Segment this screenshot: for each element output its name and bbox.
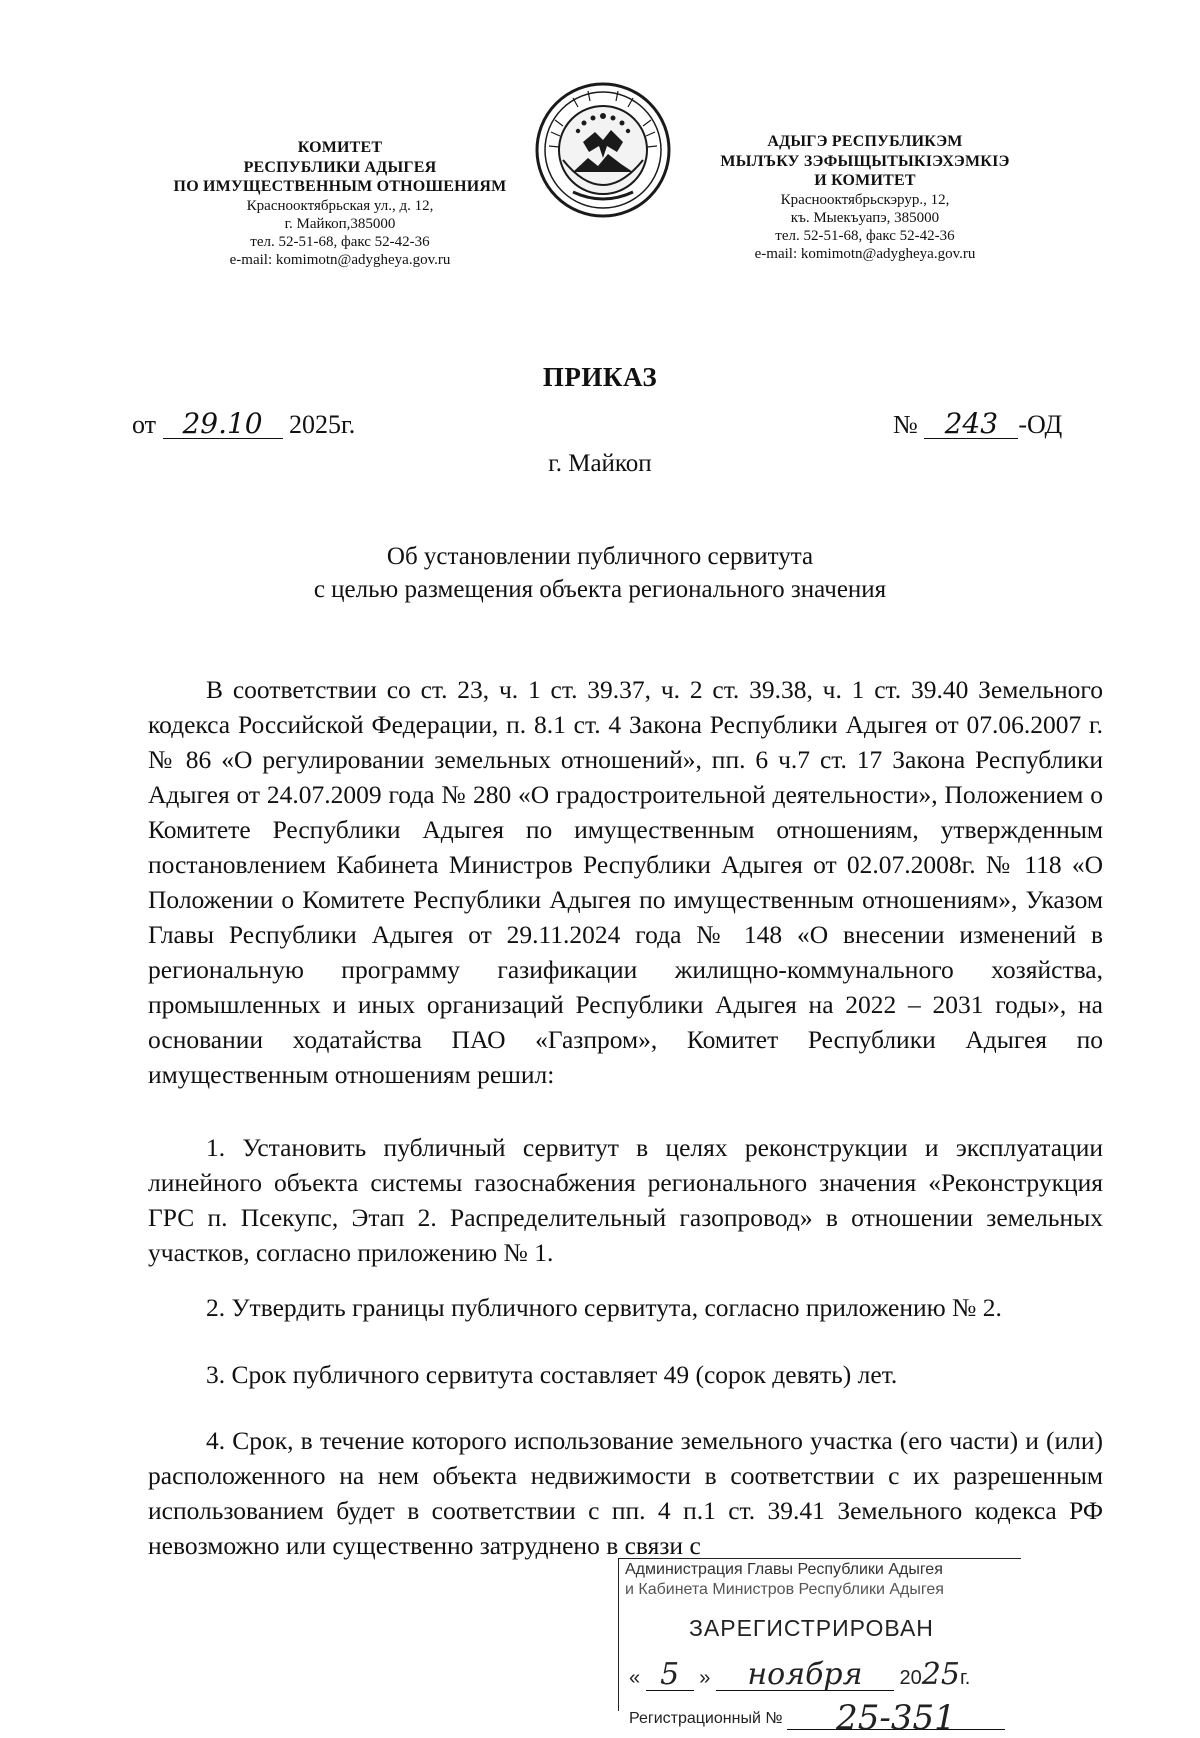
stamp-month-field [716,1657,894,1692]
header-left [130,138,550,270]
email-ru: e-mail: komimotn@adygheya.gov.ru [229,252,451,269]
date-suffix: 2025г. [289,410,356,439]
item-2: 2. Утвердить границы публичного сервитута, согласно приложению № 2. [206,1293,1002,1322]
stamp-year: 25 [921,1657,960,1692]
city: г. Майкоп [548,450,652,477]
phone-ru: тел. 52-51-68, факс 52-42-36 [250,234,430,251]
stamp-org-line1: Администрация Главы Республики Адыгея [625,1561,943,1578]
document-title: ПРИКАЗ [542,362,658,392]
number-prefix: № [893,410,918,439]
date-field [163,407,283,440]
org-name-ru-line3: ПО ИМУЩЕСТВЕННЫМ ОТНОШЕНИЯМ [173,178,507,196]
stamp-date [629,1657,970,1692]
item-3: 3. Срок публичного сервитута составляет 49 (сорок девять) лет. [206,1360,898,1389]
number-suffix: -ОД [1018,410,1063,439]
stamp-day: 5 [660,1657,680,1692]
stamp-year-prefix: 20 [899,1667,922,1689]
intro-paragraph: В соответствии со ст. 23, ч. 1 ст. 39.37, ч. 2 ст. 39.38, ч. 1 ст. 39.40 Земельного кодекса Российской Федерации, п. 8.1 ст. 4 Закона Республики Адыгея от 07.06.2007 г. № 86 «О регулировании земельных отношений», пп. 6 ч.7 ст. 17 Закона Республики Адыгея от 24.07.2009 года № 280 «О градостроительной деятельности», Положением о Комитете Республики Адыгея по имущественным отношениям, утвержденным постановлением Кабинета Министров Республики Адыгея от 02.07.2008г. № 118 «О Положении о Комитете Республики Адыгея по имущественным отношениям», Указом Главы Республики Адыгея от 29.11.2024 года № 148 «О внесении изменений в региональную программу газификации жилищно-коммунального хозяйства, промышленных и иных организаций Республики Адыгея на 2022 – 2031 годы», на основании ходатайства ПАО «Газпром», Комитет Республики Адыгея по имущественным отношениям решил: [148,675,1103,1089]
email-ady: e-mail: komimotn@adygheya.gov.ru [754,246,976,263]
header-right [665,132,1065,264]
phone-ady: тел. 52-51-68, факс 52-42-36 [775,228,955,245]
stamp-day-field [646,1657,694,1692]
org-name-ru-line1: КОМИТЕТ [297,139,383,156]
number-handwritten: 243 [944,407,999,440]
date-prefix: от [132,410,157,439]
subject-line2: с целью размещения объекта регионального значения [313,575,887,603]
number-field [924,407,1018,440]
org-name-ru-line2: РЕСПУБЛИКИ АДЫГЕЯ [243,158,437,176]
address-ady-line2: къ. Мыекъуапэ, 385000 [790,209,940,226]
stamp-reg-number: 25-351 [836,1698,956,1738]
order-date [132,407,356,440]
stamp-registered: ЗАРЕГИСТРИРОВАН [689,1615,934,1641]
item-1: 1. Установить публичный сервитут в целях реконструкции и эксплуатации линейного объекта системы газоснабжения регионального значения «Реконструкция ГРС п. Псекупс, Этап 2. Распределительный газопровод» в отношении земельных участков, согласно приложению № 1. [148,1133,1103,1267]
org-name-ady-line1: АДЫГЭ РЕСПУБЛИКЭМ [767,133,963,150]
item-4: 4. Срок, в течение которого использование земельного участка (его части) и (или) расположенного на нем объекта недвижимости в соответствии с их разрешенным использованием будет в соответствии с пп. 4 п.1 ст. 39.41 Земельного кодекса РФ невозможно или существенно затруднено в связи с [148,1426,1103,1560]
emblem-icon [533,80,673,220]
stamp-month: ноября [747,1657,863,1692]
stamp-reg-field [787,1695,1005,1738]
stamp-registration-number [629,1695,1005,1738]
subject-line1: Об установлении публичного сервитута [386,543,814,570]
org-name-ady-line3: И КОМИТЕТ [814,172,916,190]
date-handwritten: 29.10 [182,407,263,440]
order-number [893,407,1063,440]
stamp-year-suffix: г. [959,1667,971,1689]
address-ru-line2: г. Майкоп,385000 [284,215,396,232]
address-ady-line1: Краснооктябрьскэрур., 12, [780,191,950,208]
org-name-ady-line2: МЫЛЪКУ ЗЭФЫЩЫТЫКIЭХЭМКIЭ [720,152,1010,170]
stamp-quote-open: « [629,1667,641,1689]
registration-stamp [618,1558,1021,1738]
stamp-org-line2: и Кабинета Министров Республики Адыгея [625,1581,944,1598]
stamp-quote-close: » [699,1667,711,1689]
subject [0,541,1200,606]
address-ru-line1: Краснооктябрьская ул., д. 12, [246,197,434,214]
stamp-reg-label: Регистрационный № [629,1710,783,1727]
